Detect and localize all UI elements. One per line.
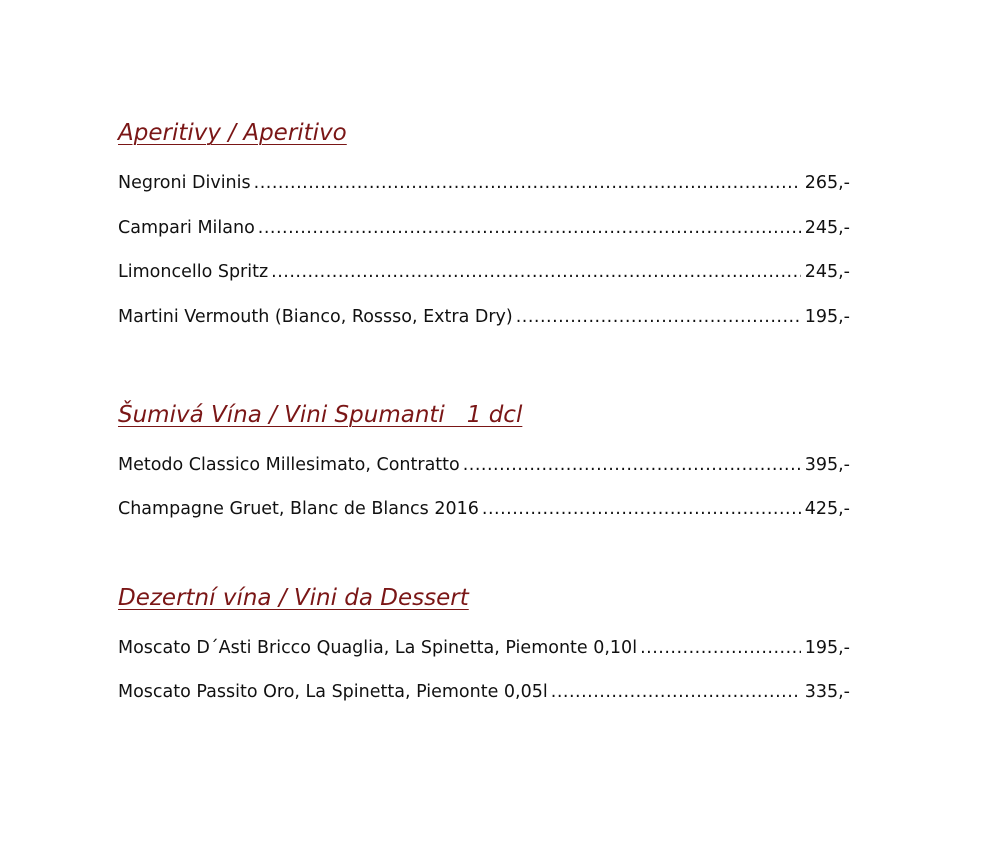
item-price: 245,- [804, 218, 850, 238]
item-name: Metodo Classico Millesimato, Contratto [118, 455, 460, 475]
menu-item [118, 497, 850, 521]
section-title-spumanti: Šumivá Vína / Vini Spumanti 1 dcl [118, 402, 523, 428]
menu-item [118, 636, 850, 660]
item-name: Martini Vermouth (Bianco, Rossso, Extra Dry) [118, 307, 513, 327]
item-price: 195,- [804, 307, 850, 327]
item-name: Champagne Gruet, Blanc de Blancs 2016 [118, 499, 479, 519]
leader-dots [254, 171, 801, 195]
menu-item [118, 680, 850, 704]
item-price: 395,- [804, 455, 850, 475]
menu-item [118, 305, 850, 329]
item-name: Moscato D´Asti Bricco Quaglia, La Spinetta, Piemonte 0,10l [118, 638, 638, 658]
leader-dots [516, 305, 801, 329]
leader-dots [551, 680, 801, 704]
item-price: 335,- [804, 682, 850, 702]
section-title-aperitivo: Aperitivy / Aperitivo [118, 120, 347, 146]
menu-item [118, 260, 850, 284]
menu-item [118, 171, 850, 195]
item-name: Negroni Divinis [118, 173, 251, 193]
item-price: 245,- [804, 262, 850, 282]
leader-dots [258, 216, 801, 240]
item-name: Moscato Passito Oro, La Spinetta, Piemonte 0,05l [118, 682, 548, 702]
menu-item [118, 453, 850, 477]
menu-item [118, 216, 850, 240]
leader-dots [640, 636, 801, 660]
item-price: 425,- [804, 499, 850, 519]
item-name: Campari Milano [118, 218, 255, 238]
leader-dots [271, 260, 801, 284]
item-name: Limoncello Spritz [118, 262, 269, 282]
item-price: 195,- [804, 638, 850, 658]
item-price: 265,- [804, 173, 850, 193]
leader-dots [463, 453, 801, 477]
section-title-dessert: Dezertní vína / Vini da Dessert [118, 585, 469, 611]
leader-dots [482, 497, 801, 521]
